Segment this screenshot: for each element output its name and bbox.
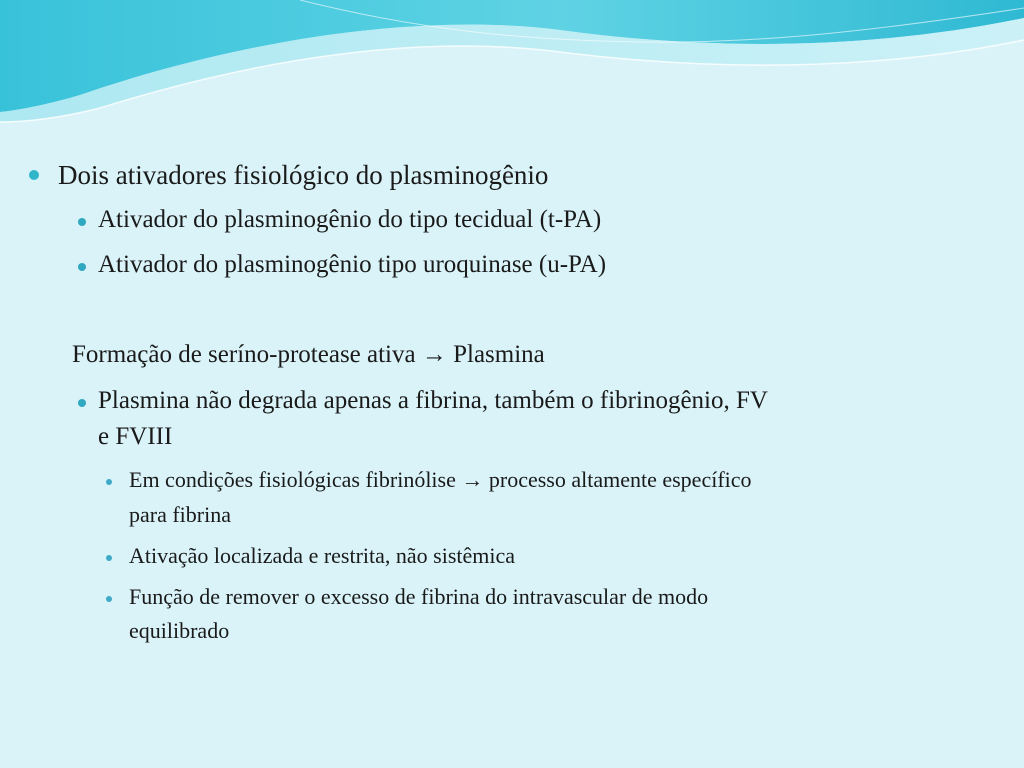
bullet-icon <box>78 218 86 226</box>
plain-paragraph-text: Formação de seríno-protease ativa → Plasmina <box>72 341 545 368</box>
bullet-level2-text: Ativador do plasminogênio tipo uroquinase (u-PA) <box>98 251 607 278</box>
bullet-level3-text: Em condições fisiológicas fibrinólise → processo altamente específico <box>129 467 752 492</box>
bullet-icon <box>78 263 86 271</box>
bullet-icon <box>106 555 112 561</box>
bullet-level3-text: Ativação localizada e restrita, não sistêmica <box>129 543 516 568</box>
bullet-level2-text-continuation: e FVIII <box>98 423 173 450</box>
bullet-icon <box>29 170 39 180</box>
bullet-level3-text: Função de remover o excesso de fibrina do intravascular de modo <box>129 584 709 609</box>
bullet-icon <box>106 596 112 602</box>
bullet-level2-text: Ativador do plasminogênio do tipo tecidual (t-PA) <box>98 206 602 233</box>
bullet-icon <box>78 399 86 407</box>
bullet-level3-text-continuation: para fibrina <box>129 502 231 527</box>
bullet-level3-text-continuation: equilibrado <box>129 618 230 643</box>
bullet-icon <box>106 479 112 485</box>
bullet-level2-text: Plasmina não degrada apenas a fibrina, também o fibrinogênio, FV <box>98 387 768 414</box>
bullet-level1-text: Dois ativadores fisiológico do plasminogênio <box>58 160 549 190</box>
